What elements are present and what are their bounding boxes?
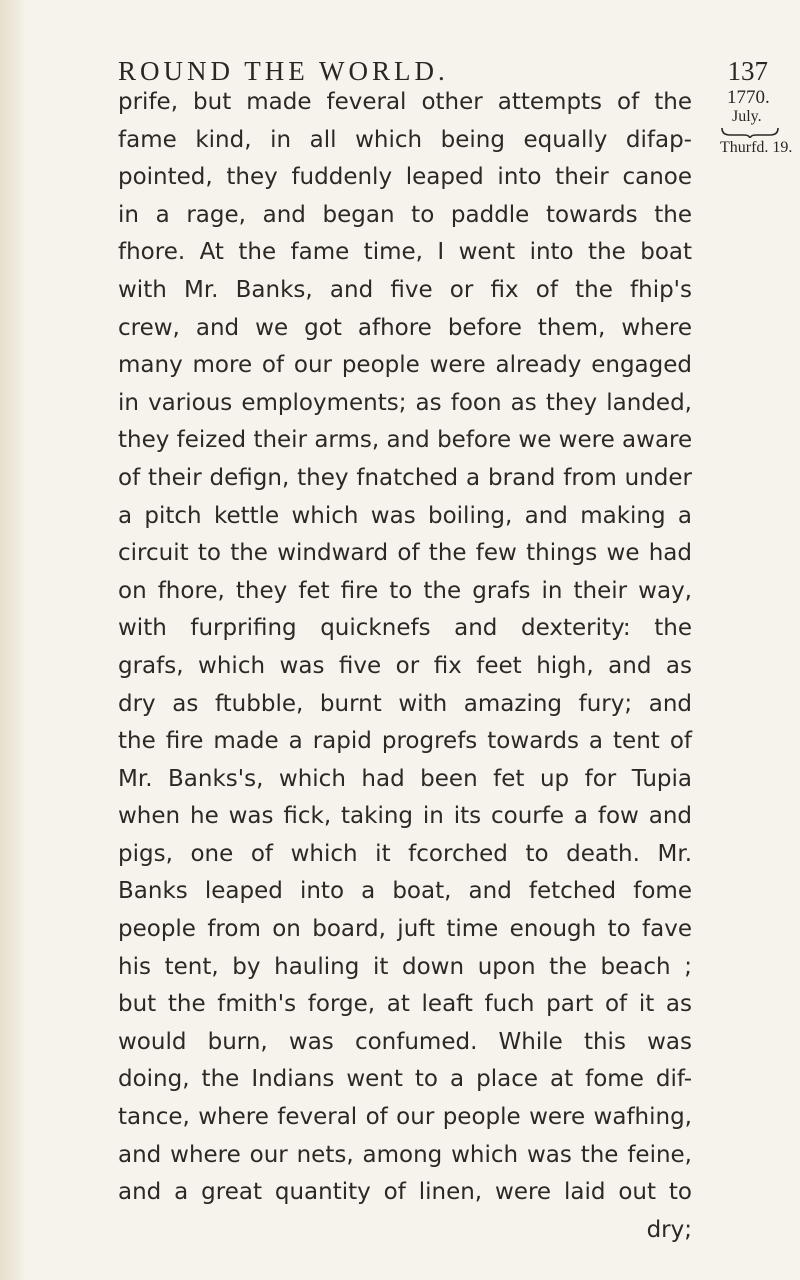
text-line: dry; <box>646 1216 692 1243</box>
page-number: 137 <box>727 56 768 86</box>
text-line: in various employments; as foon as they landed, <box>118 389 692 416</box>
text-line: crew, and we got afhore before them, where <box>118 314 692 341</box>
text-line: when he was fick, taking in its courfe a fow and <box>118 803 692 830</box>
text-line: circuit to the windward of the few things we had <box>118 540 692 567</box>
text-line: doing, the Indians went to a place at fome dif- <box>118 1066 692 1093</box>
text-line: a pitch kettle which was boiling, and making a <box>118 502 692 529</box>
text-line: and a great quantity of linen, were laid out to <box>118 1179 692 1206</box>
text-line: prife, but made feveral other attempts of the <box>118 89 692 115</box>
body-text <box>118 84 692 1249</box>
text-line: dry as ftubble, burnt with amazing fury; and <box>118 690 692 717</box>
text-line: with Mr. Banks, and five or fix of the fhip's <box>118 276 692 303</box>
running-head: ROUND THE WORLD. <box>118 56 449 86</box>
brace-icon <box>720 126 780 138</box>
text-line: in a rage, and began to paddle towards the <box>118 201 692 228</box>
text-line: the fire made a rapid progrefs towards a tent of <box>118 728 692 755</box>
margin-year: 1770. <box>727 87 770 108</box>
margin-day: Thurfd. 19. <box>720 139 793 156</box>
text-line: many more of our people were already engaged <box>118 352 692 379</box>
text-line: pigs, one of which it fcorched to death. Mr. <box>118 840 692 867</box>
text-line: on fhore, they fet fire to the grafs in their way, <box>118 577 692 604</box>
text-line: fhore. At the fame time, I went into the boat <box>118 239 692 266</box>
text-line: fame kind, in all which being equally difap- <box>118 126 692 153</box>
text-line: grafs, which was five or fix feet high, and as <box>118 652 692 679</box>
page-binding-edge <box>0 0 26 1280</box>
text-line: his tent, by hauling it down upon the beach ; <box>118 953 692 980</box>
text-line: and where our nets, among which was the feine, <box>118 1141 692 1168</box>
margin-month: July. <box>732 108 762 125</box>
text-line: but the fmith's forge, at leaft fuch part of it as <box>118 991 692 1018</box>
text-line: they feized their arms, and before we were aware <box>118 427 693 454</box>
text-line: pointed, they fuddenly leaped into their canoe <box>118 164 692 191</box>
text-line: with furprifing quicknefs and dexterity: the <box>118 615 692 642</box>
text-line: of their defign, they fnatched a brand from under <box>118 464 692 491</box>
margin-date-note <box>720 88 800 158</box>
text-line: Mr. Banks's, which had been fet up for Tupia <box>118 765 692 792</box>
text-line: people from on board, juft time enough to fave <box>118 916 692 943</box>
text-line: Banks leaped into a boat, and fetched fome <box>118 878 692 905</box>
text-line: tance, where feveral of our people were wafhing, <box>118 1104 692 1131</box>
text-line: would burn, was confumed. While this was <box>118 1028 692 1055</box>
